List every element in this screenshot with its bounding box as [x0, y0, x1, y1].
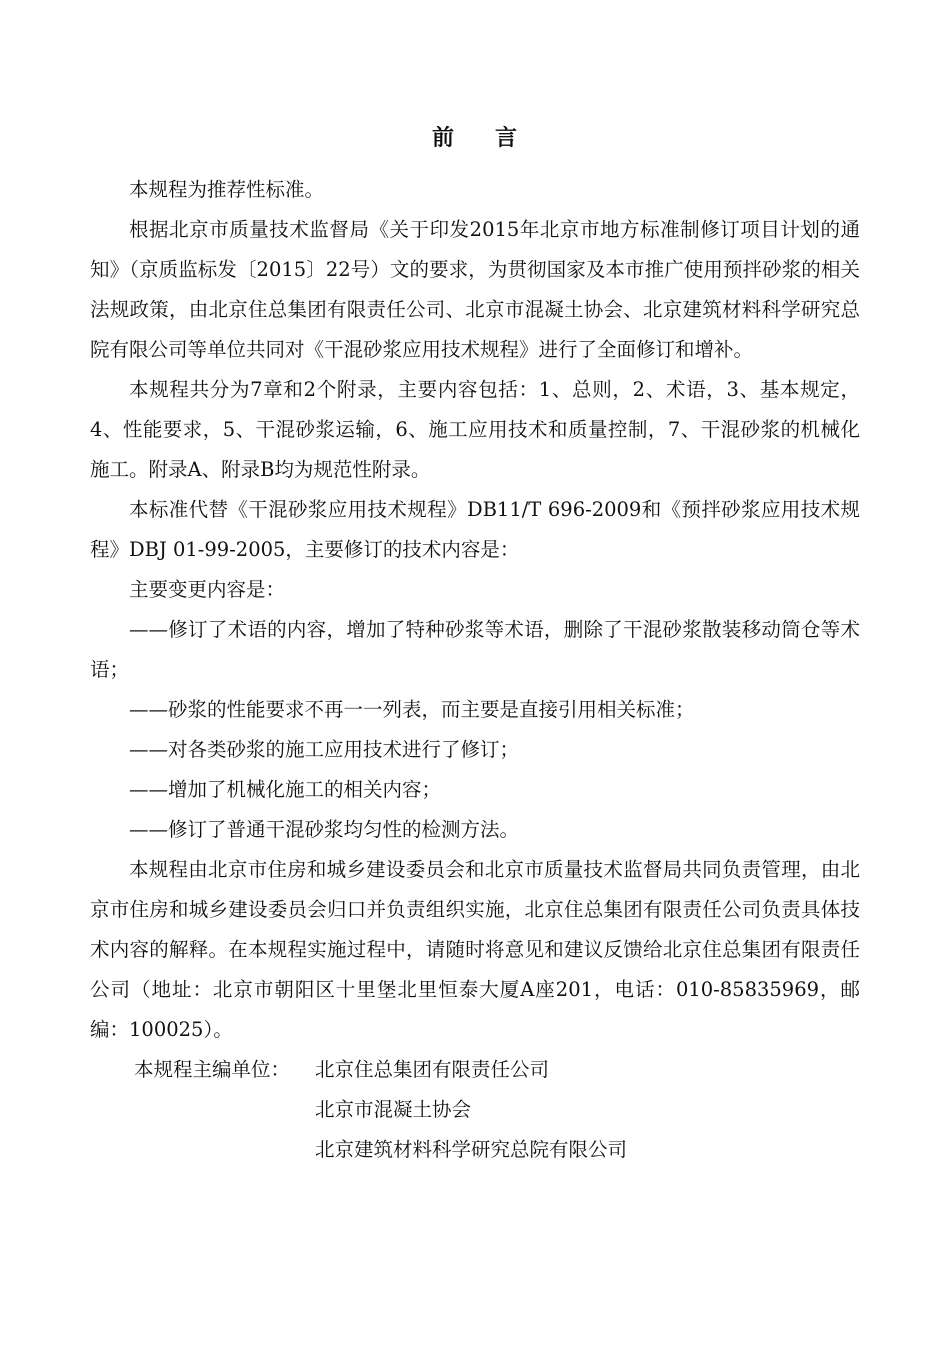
paragraph-replacement: 本标准代替《干混砂浆应用技术规程》DB11/T 696-2009和《预拌砂浆应用技术规程》DBJ 01-99-2005，主要修订的技术内容是：	[90, 498, 860, 561]
chief-editors	[90, 1050, 860, 1170]
paragraph-standard-type: 本规程为推荐性标准。	[129, 178, 325, 201]
title-char-1: 前	[431, 126, 455, 151]
editor-unit: 北京住总集团有限责任公司	[315, 1058, 550, 1081]
change-item-mechanized: ——增加了机械化施工的相关内容；	[129, 778, 442, 801]
editors-label: 本规程主编单位：	[134, 1058, 291, 1081]
paragraph-structure: 本规程共分为7章和2个附录，主要内容包括：1、总则，2、术语，3、基本规定，4、性能要求，5、干混砂浆运输，6、施工应用技术和质量控制，7、干混砂浆的机械化施工。附录A、附录B均为规范性附录。	[90, 378, 860, 481]
change-item-construction: ——对各类砂浆的施工应用技术进行了修订；	[129, 738, 520, 761]
paragraph-management: 本规程由北京市住房和城乡建设委员会和北京市质量技术监督局共同负责管理，由北京市住房和城乡建设委员会归口并负责组织实施，北京住总集团有限责任公司负责具体技术内容的解释。在本规程实施过程中，请随时将意见和建议反馈给北京住总集团有限责任公司（地址：北京市朝阳区十里堡北里恒泰大厦A座201，电话：010-85835969，邮编：100025）。	[90, 858, 860, 1041]
editor-unit: 北京市混凝土协会	[315, 1098, 472, 1121]
paragraph-basis: 根据北京市质量技术监督局《关于印发2015年北京市地方标准制修订项目计划的通知》（京质监标发〔2015〕22号）文的要求，为贯彻国家及本市推广使用预拌砂浆的相关法规政策，由北京住总集团有限责任公司、北京市混凝土协会、北京建筑材料科学研究总院有限公司等单位共同对《干混砂浆应用技术规程》进行了全面修订和增补。	[90, 218, 860, 361]
preface-body	[90, 170, 860, 1170]
change-item-performance: ——砂浆的性能要求不再一一列表，而主要是直接引用相关标准；	[129, 698, 695, 721]
change-item-terms: ——修订了术语的内容，增加了特种砂浆等术语，删除了干混砂浆散装移动筒仓等术语；	[90, 618, 860, 681]
title-char-2: 言	[495, 126, 519, 151]
paragraph-changes-heading: 主要变更内容是：	[129, 578, 286, 601]
page-title	[0, 122, 950, 156]
change-item-uniformity: ——修订了普通干混砂浆均匀性的检测方法。	[129, 818, 520, 841]
editor-unit: 北京建筑材料科学研究总院有限公司	[315, 1138, 628, 1161]
